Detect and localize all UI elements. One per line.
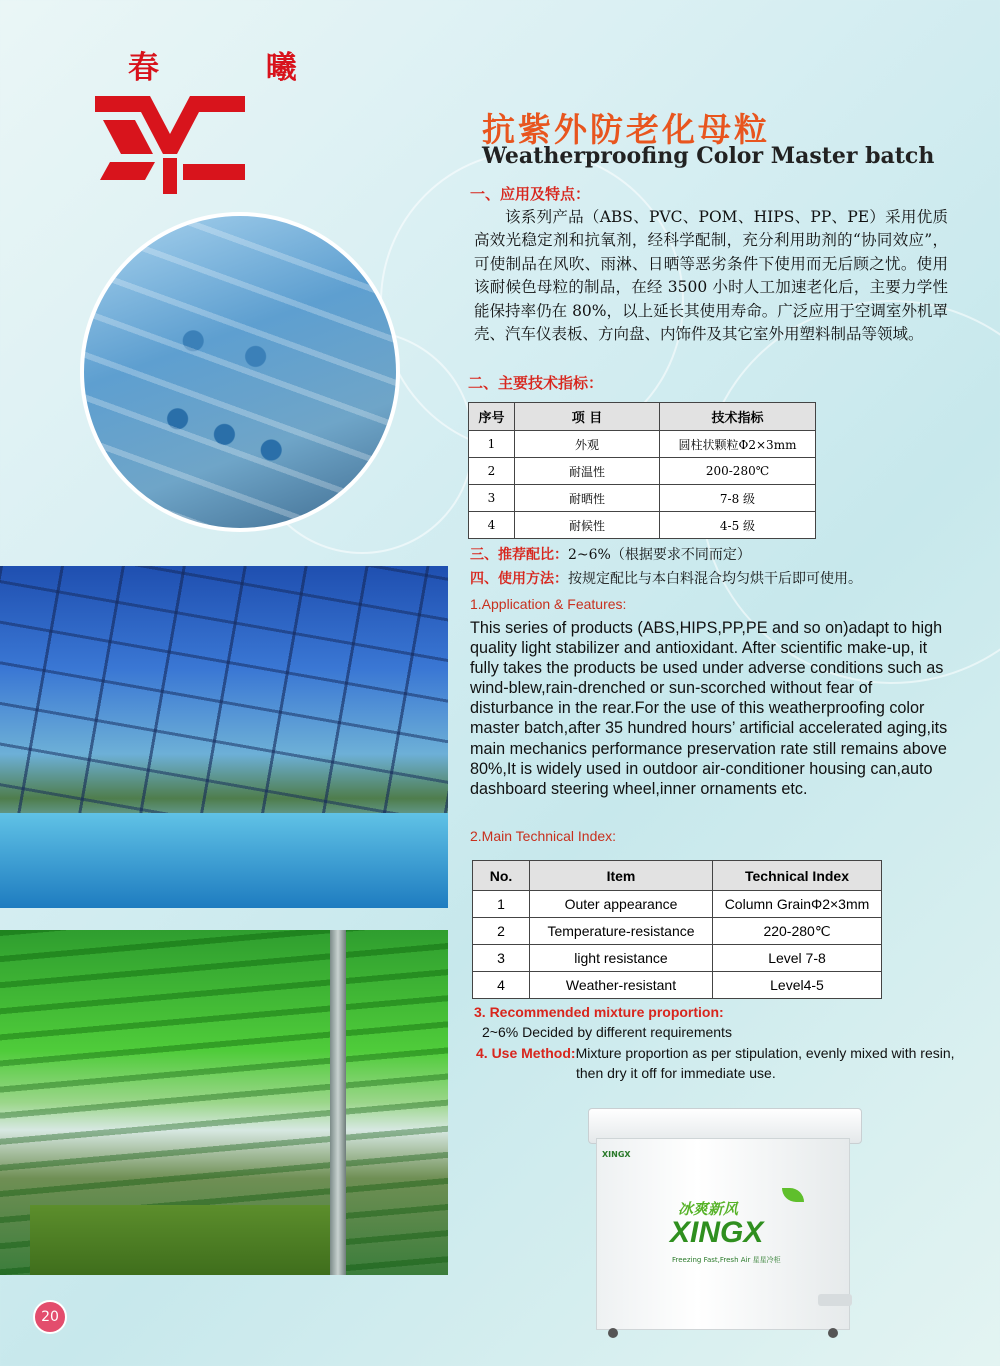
wrapped-rolls-photo [80, 212, 400, 532]
tech-table-cn [468, 402, 816, 539]
table-cell: light resistance [530, 945, 713, 972]
section3-line [470, 544, 751, 564]
table-row [469, 512, 816, 539]
table-cell: Outer appearance [530, 891, 713, 918]
table-cell: 耐晒性 [515, 485, 660, 512]
freezer-tagline-en: Freezing Fast,Fresh Air [672, 1256, 751, 1264]
section1-body: 该系列产品（ABS、PVC、POM、HIPS、PP、PE）采用优质高效光稳定剂和抗氧剂，经科学配制，充分利用助剂的“协同效应”，可使制品在风吹、雨淋、日晒等恶劣条件下使用而无后顾之忧。使用该耐候色母粒的制品，在经 3500 小时人工加速老化后，主要力学性能保持率仍在 80%，以上延长其使用寿命。广泛应用于空调室外机罩壳、汽车仪表板、方向盘、内饰件及其它室外用塑料制品等领域。 [474, 208, 948, 344]
freezer-tagline-cn: 星星冷柜 [752, 1256, 781, 1264]
table-cell: 200-280℃ [660, 458, 816, 485]
section3-label: 三、推荐配比： [470, 547, 568, 563]
tech-table-en [472, 860, 882, 999]
table-row [473, 972, 882, 999]
section3-text: 2~6%（根据要求不同而定） [568, 547, 751, 563]
section4-text: 按规定配比与本白料混合均匀烘干后即可使用。 [568, 571, 862, 587]
pole [330, 930, 346, 1275]
page-number: 20 [33, 1300, 67, 1334]
freezer-control-panel [818, 1294, 852, 1306]
table-cell: 1 [473, 891, 530, 918]
table-row [469, 431, 816, 458]
table-cell: 耐候性 [515, 512, 660, 539]
table-cell: 3 [473, 945, 530, 972]
table-cell: 4-5 级 [660, 512, 816, 539]
freezer-tagline [672, 1255, 781, 1265]
freezer-foot [828, 1328, 838, 1338]
table-header: 项 目 [515, 403, 660, 431]
en-section3-text: 2~6% Decided by different requirements [482, 1024, 732, 1040]
en-section2-heading: 2.Main Technical Index: [470, 828, 617, 844]
table-row [469, 458, 816, 485]
table-cell: 2 [469, 458, 515, 485]
table-cell: 外观 [515, 431, 660, 458]
en-section1-body: This series of products (ABS,HIPS,PP,PE and so on)adapt to high quality light stabilizer and antioxidant. After scientific make-up, it fully takes the products be used under adverse conditions such as wind-blew,rain-drenched or sun-scorched without fear of disturbance in the rear.For the use of this weatherproofing color master batch,after 35 hundred hours’ artificial accelerated aging,its main mechanics performance preservation rate still remains above 80%,It is widely used in outdoor air-conditioner housing can,auto dashboard steering wheel,inner ornaments etc. [470, 619, 948, 798]
table-cell: 1 [469, 431, 515, 458]
freezer-foot [608, 1328, 618, 1338]
table-cell: Weather-resistant [530, 972, 713, 999]
section2-heading: 二、主要技术指标： [468, 374, 604, 392]
table-header: No. [473, 861, 530, 891]
brand-name: 春 曦 [128, 50, 345, 86]
table-row [473, 945, 882, 972]
table-cell: 7-8 级 [660, 485, 816, 512]
page-title-cn: 抗紫外防老化母粒 [482, 110, 770, 149]
table-cell: 2 [473, 918, 530, 945]
freezer-brand: XINGX [670, 1216, 764, 1249]
pool-water [0, 813, 448, 908]
table-header: 技术指标 [660, 403, 816, 431]
green-shade-net-photo [0, 930, 448, 1275]
en-section4-text1: Mixture proportion as per stipulation, evenly mixed with resin, [575, 1045, 955, 1061]
pool-canopy-photo [0, 566, 448, 908]
page-title-en: Weatherproofing Color Master batch [482, 143, 935, 169]
pool-water [30, 1205, 330, 1275]
freezer-image [582, 1098, 864, 1360]
table-cell: Temperature-resistance [530, 918, 713, 945]
table-cell: 220-280℃ [713, 918, 882, 945]
table-row [473, 891, 882, 918]
en-section4-line1 [476, 1045, 955, 1061]
table-header: 序号 [469, 403, 515, 431]
freezer-brand-small: XINGX [602, 1150, 631, 1159]
en-section4-text2: then dry it off for immediate use. [576, 1065, 776, 1081]
table-row [473, 918, 882, 945]
section1-heading: 一、应用及特点： [470, 185, 591, 203]
table-header: Technical Index [713, 861, 882, 891]
section4-line [470, 568, 862, 588]
table-header: Item [530, 861, 713, 891]
table-cell: Column GrainΦ2×3mm [713, 891, 882, 918]
table-row [469, 485, 816, 512]
en-section1-heading: 1.Application & Features: [470, 596, 627, 612]
table-cell: 耐温性 [515, 458, 660, 485]
freezer-slogan: 冰爽新风 [678, 1200, 739, 1218]
table-cell: Level4-5 [713, 972, 882, 999]
table-cell: 圆柱状颗粒Φ2×3mm [660, 431, 816, 458]
table-cell: 4 [473, 972, 530, 999]
en-section3-heading: 3. Recommended mixture proportion: [474, 1004, 724, 1020]
table-cell: Level 7-8 [713, 945, 882, 972]
en-section4-label: 4. Use Method: [476, 1045, 576, 1061]
table-cell: 3 [469, 485, 515, 512]
section4-label: 四、使用方法： [470, 571, 568, 587]
table-cell: 4 [469, 512, 515, 539]
cy-brand-logo-icon [95, 84, 245, 194]
